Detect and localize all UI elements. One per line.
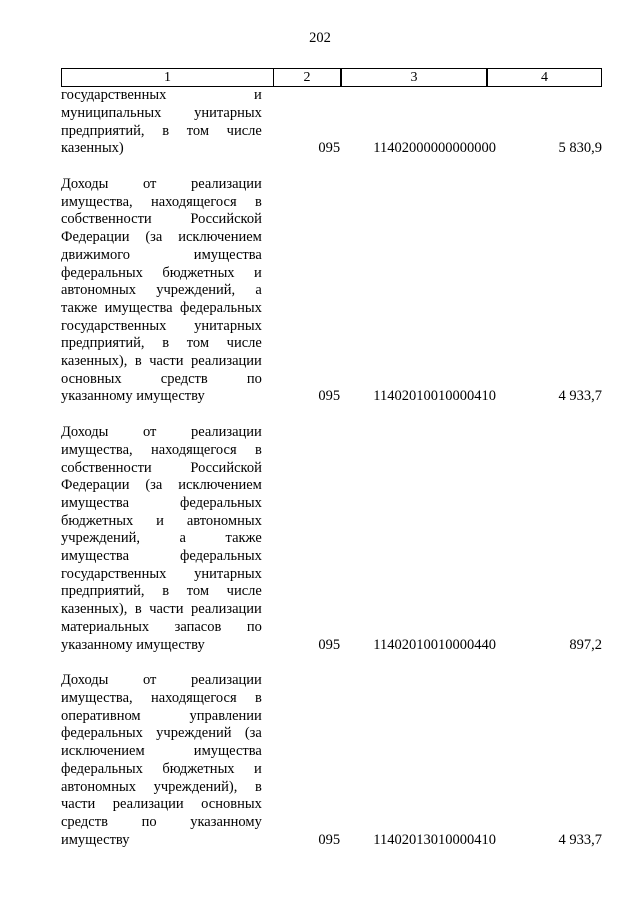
admin-code: 095	[318, 140, 341, 157]
budget-classification-code: 11402010010000410	[373, 388, 496, 405]
description-line: федеральных учреждений (за	[61, 725, 262, 742]
column-header-2: 2	[274, 69, 342, 86]
description-line: предприятий, в том числе	[61, 583, 262, 600]
description-line: указанному имуществу	[61, 636, 205, 653]
admin-code: 095	[318, 831, 341, 848]
budget-classification-code: 11402010010000440	[373, 636, 496, 653]
description-line: предприятий, в том числе	[61, 122, 262, 139]
admin-code: 095	[318, 636, 341, 653]
income-description	[61, 424, 270, 654]
description-line: имущества, находящегося в	[61, 193, 262, 210]
budget-classification-code: 11402013010000410	[373, 831, 496, 848]
description-line: имущества федеральных	[61, 494, 262, 511]
description-line: собственности Российской	[61, 459, 262, 476]
description-line: собственности Российской	[61, 211, 262, 228]
description-line: имущества федеральных	[61, 548, 262, 565]
description-line: основных средств по	[61, 370, 262, 387]
amount: 4 933,7	[558, 388, 602, 405]
description-line: казенных), в части реализации	[61, 353, 262, 370]
description-line: имущества, находящегося в	[61, 689, 262, 706]
table-body	[61, 88, 602, 849]
page-number: 202	[309, 30, 331, 46]
description-line: также имущества федеральных	[61, 299, 262, 316]
description-line: государственных унитарных	[61, 565, 262, 582]
amount: 5 830,9	[558, 140, 602, 157]
description-line: имущества, находящегося в	[61, 441, 262, 458]
description-line: государственных унитарных	[61, 317, 262, 334]
amount: 897,2	[569, 636, 602, 653]
description-line: казенных), в части реализации	[61, 601, 262, 618]
description-line: государственных и	[61, 87, 262, 104]
description-line: имуществу	[61, 831, 130, 848]
description-line: Доходы от реализации	[61, 424, 262, 441]
table-row	[61, 88, 602, 158]
table-row	[61, 672, 602, 849]
description-line: автономных учреждений, а	[61, 282, 262, 299]
description-line: федеральных бюджетных и	[61, 760, 262, 777]
description-line: исключением имущества	[61, 743, 262, 760]
description-line: части реализации основных	[61, 796, 262, 813]
description-line: казенных)	[61, 140, 124, 157]
description-line: федеральных бюджетных и	[61, 264, 262, 281]
table-row	[61, 176, 602, 406]
description-line: Федерации (за исключением	[61, 477, 262, 494]
description-line: Доходы от реализации	[61, 176, 262, 192]
income-description	[61, 176, 270, 406]
column-header-1: 1	[62, 69, 274, 86]
description-line: оперативном управлении	[61, 707, 262, 724]
income-description	[61, 672, 270, 849]
description-line: указанному имуществу	[61, 388, 205, 405]
description-line: муниципальных унитарных	[61, 104, 262, 121]
description-line: Доходы от реализации	[61, 672, 262, 689]
description-line: автономных учреждений), в	[61, 778, 262, 795]
table-row	[61, 424, 602, 654]
description-line: материальных запасов по	[61, 618, 262, 635]
description-line: движимого имущества	[61, 246, 262, 263]
description-line: средств по указанному	[61, 813, 262, 830]
budget-classification-code: 11402000000000000	[373, 140, 496, 157]
table-header	[61, 68, 602, 87]
column-header-3: 3	[342, 69, 488, 86]
description-line: Федерации (за исключением	[61, 229, 262, 246]
description-line: учреждений, а также	[61, 530, 262, 547]
description-line: предприятий, в том числе	[61, 335, 262, 352]
description-line: бюджетных и автономных	[61, 512, 262, 529]
column-header-4: 4	[541, 70, 548, 85]
income-description	[61, 87, 270, 158]
admin-code: 095	[318, 388, 341, 405]
amount: 4 933,7	[558, 831, 602, 848]
